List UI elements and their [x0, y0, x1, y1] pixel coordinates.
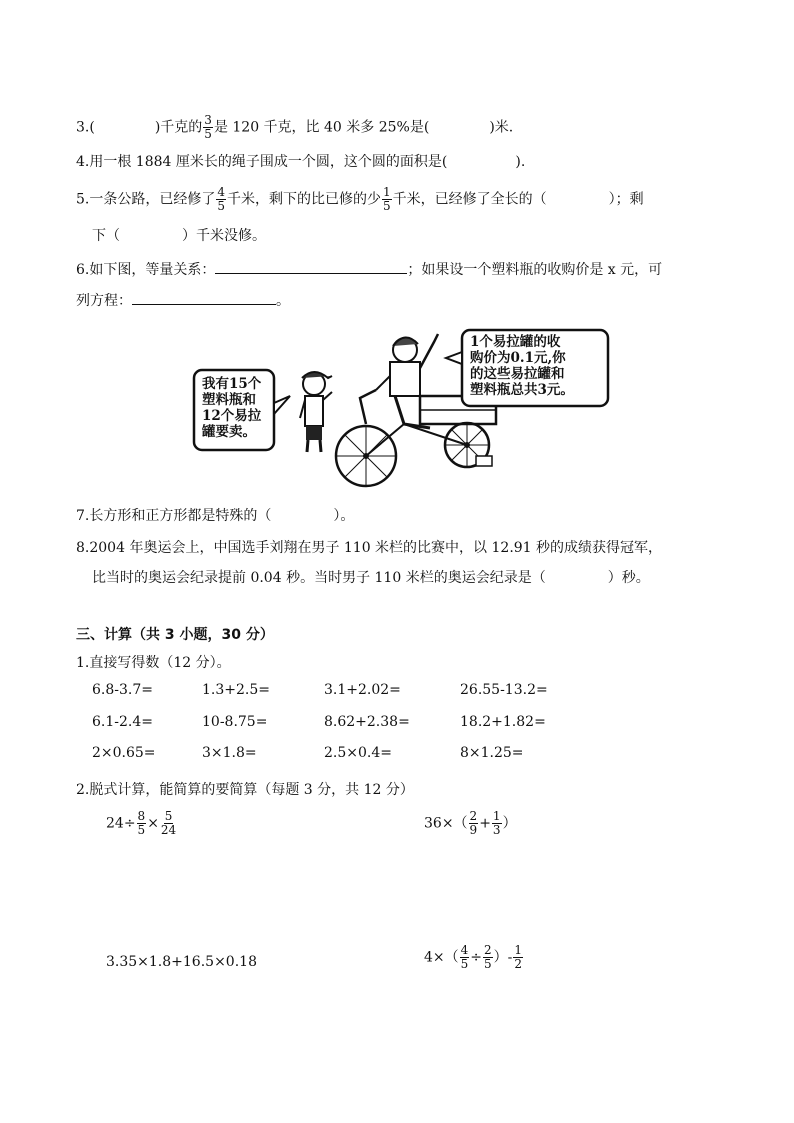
- expression-4: 4×（ $\frac{4}{5}$ ÷ $\frac{2}{5}$ ）- $\frac{1}{2}$: [424, 943, 523, 971]
- calc-item: 6.1-2.4=: [92, 714, 153, 730]
- recycling-illustration: [190, 328, 620, 493]
- section-3-title: 三、计算（共 3 小题，30 分）: [76, 627, 274, 643]
- man-speech-text: 1个易拉罐的收 购价为0.1元,你 的这些易拉罐和 塑料瓶总共3元。: [470, 334, 574, 398]
- calc-item: 3×1.8=: [202, 745, 257, 761]
- fraction-1-5: $\frac{1}{5}$: [383, 185, 391, 213]
- fraction-4-5: $\frac{4}{5}$: [217, 185, 225, 213]
- fraction-3-5: $\frac{3}{5}$: [204, 113, 212, 141]
- calc-item: 8×1.25=: [460, 745, 524, 761]
- calc-item: 2×0.65=: [92, 745, 156, 761]
- equation-relation-blank[interactable]: [215, 258, 407, 274]
- question-7: 7.长方形和正方形都是特殊的（ ）。: [76, 508, 355, 524]
- calc-item: 6.8-3.7=: [92, 682, 153, 698]
- question-4: 4.用一根 1884 厘米长的绳子围成一个圆，这个圆的面积是( ).: [76, 154, 526, 170]
- question-6-line-1: 6.如下图，等量关系： ；如果设一个塑料瓶的收购价是 x 元，可: [76, 258, 662, 280]
- calc-item: 2.5×0.4=: [324, 745, 392, 761]
- calc-item: 3.1+2.02=: [324, 682, 401, 698]
- calc-item: 18.2+1.82=: [460, 714, 546, 730]
- question-8-line-2: 比当时的奥运会纪录提前 0.04 秒。当时男子 110 米栏的奥运会纪录是（ ）秒。: [92, 570, 650, 586]
- boy-speech-text: 我有15个 塑料瓶和 12个易拉 罐要卖。: [202, 376, 262, 440]
- question-6-line-2: 列方程： 。: [76, 289, 290, 311]
- expression-2: 36×（ $\frac{2}{9}$ + $\frac{1}{3}$ ）: [424, 809, 517, 837]
- question-8-line-1: 8.2004 年奥运会上，中国选手刘翔在男子 110 米栏的比赛中，以 12.91 秒的成绩获得冠军，: [76, 540, 663, 556]
- question-5-line-2: 下（ ）千米没修。: [92, 228, 266, 244]
- part-1-title: 1.直接写得数（12 分）。: [76, 655, 231, 671]
- calc-item: 8.62+2.38=: [324, 714, 410, 730]
- part-2-title: 2.脱式计算，能简算的要简算（每题 3 分，共 12 分）: [76, 782, 414, 798]
- equation-blank[interactable]: [132, 289, 276, 305]
- question-5-line-1: 5.一条公路，已经修了 $\frac{4}{5}$ 千米，剩下的比已修的少 $\frac{1}{5}$ 千米，已经修了全长的（ ）；剩: [76, 185, 644, 213]
- calc-item: 10-8.75=: [202, 714, 268, 730]
- expression-3: 3.35×1.8+16.5×0.18: [106, 954, 257, 970]
- question-3: 3.( )千克的 $\frac{3}{5}$ 是 120 千克，比 40 米多 25%是( )米.: [76, 113, 514, 141]
- expression-1: 24÷ $\frac{8}{5}$ × $\frac{5}{24}$: [106, 809, 177, 837]
- calc-item: 26.55-13.2=: [460, 682, 548, 698]
- calc-item: 1.3+2.5=: [202, 682, 270, 698]
- q3-number: 3.: [76, 119, 90, 136]
